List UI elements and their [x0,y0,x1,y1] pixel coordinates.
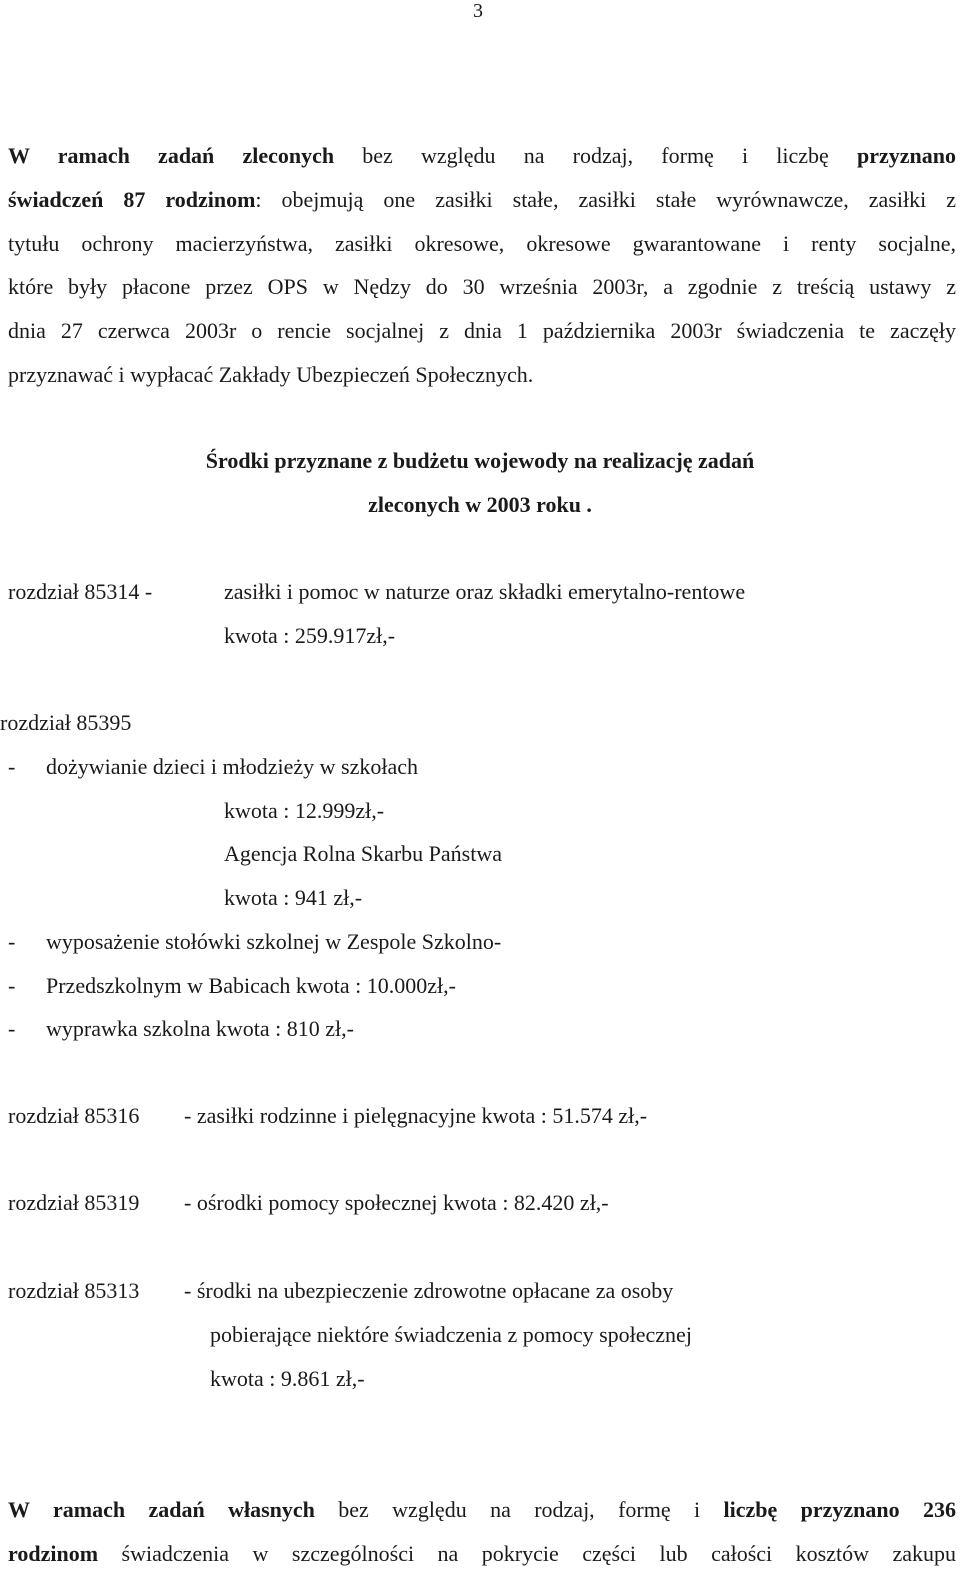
intro-line-1 [8,134,956,178]
intro-bold-1: W ramach zadań zleconych [8,143,335,168]
r85319-label: rozdział 85319 [8,1190,140,1215]
r85395-dash: - [8,754,16,779]
r85395-label: rozdział 85395 [0,710,132,735]
r85395-dash: - [8,973,16,998]
r85316-text: - zasiłki rodzinne i pielęgnacyjne kwota : 51.574 zł,- [184,1103,648,1128]
intro-bold-2: przyznano [857,143,956,168]
intro-line-3: tytułu ochrony macierzyństwa, zasiłki okresowe, okresowe gwarantowane i renty socjalne, [8,230,956,256]
outro-bold-1: W ramach zadań własnych [8,1497,315,1522]
outro-line-1 [8,1488,956,1532]
r85313-line-2: pobierające niektóre świadczenia z pomocy społecznej [210,1322,692,1347]
intro-text-2: : obejmują one zasiłki stałe, zasiłki stałe wyrównawcze, zasiłki z [255,186,956,212]
outro-text-1: bez względu na rodzaj, formę i [314,1497,724,1522]
intro-bold-3: świadczeń 87 rodzinom [8,186,256,212]
r85395-item: Agencja Rolna Skarbu Państwa [224,841,502,866]
intro-line-5: dnia 27 czerwca 2003r o rencie socjalnej z dnia 1 października 2003r świadczenia te zaczęły [8,318,956,344]
outro-line-2 [8,1532,956,1576]
intro-text-1: bez względu na rodzaj, formę i liczbę [334,143,857,168]
r85314-label: rozdział 85314 - [8,579,153,604]
r85313-line-3: kwota : 9.861 zł,- [210,1366,365,1391]
intro-line-2 [8,178,956,222]
r85395-item: dożywianie dzieci i młodzieży w szkołach [46,754,419,779]
intro-line-6: przyznawać i wypłacać Zakłady Ubezpieczeń Społecznych. [8,361,534,387]
r85319-text: - ośrodki pomocy społecznej kwota : 82.420 zł,- [184,1190,609,1215]
r85314-description: zasiłki i pomoc w naturze oraz składki emerytalno-rentowe [224,579,746,604]
section-heading-line-1: Środki przyznane z budżetu wojewody na realizację zadań [205,448,755,473]
r85395-dash: - [8,929,16,954]
r85395-dash: - [8,1016,16,1041]
outro-bold-3: rodzinom [8,1540,99,1566]
r85314-amount: kwota : 259.917zł,- [224,623,396,648]
intro-line-4: które były płacone przez OPS w Nędzy do 30 września 2003r, a zgodnie z treścią ustawy z [8,274,956,300]
r85395-item: kwota : 941 zł,- [224,885,363,910]
r85395-item: kwota : 12.999zł,- [224,798,385,823]
r85395-item: wyprawka szkolna kwota : 810 zł,- [46,1016,354,1041]
page-number: 3 [473,0,483,22]
r85316-label: rozdział 85316 [8,1103,140,1128]
section-heading-line-2: zleconych w 2003 roku . [368,492,592,517]
outro-bold-2: liczbę przyznano 236 [723,1497,956,1522]
r85395-item: Przedszkolnym w Babicach kwota : 10.000zł,- [46,973,456,998]
outro-paragraph [8,1488,956,1576]
intro-paragraph [8,134,956,397]
r85395-item: wyposażenie stołówki szkolnej w Zespole Szkolno- [46,929,502,954]
r85313-label: rozdział 85313 [8,1278,140,1303]
outro-text-2: świadczenia w szczególności na pokrycie części lub całości kosztów zakupu [98,1540,956,1566]
r85313-line-1: - środki na ubezpieczenie zdrowotne opłacane za osoby [184,1278,674,1303]
